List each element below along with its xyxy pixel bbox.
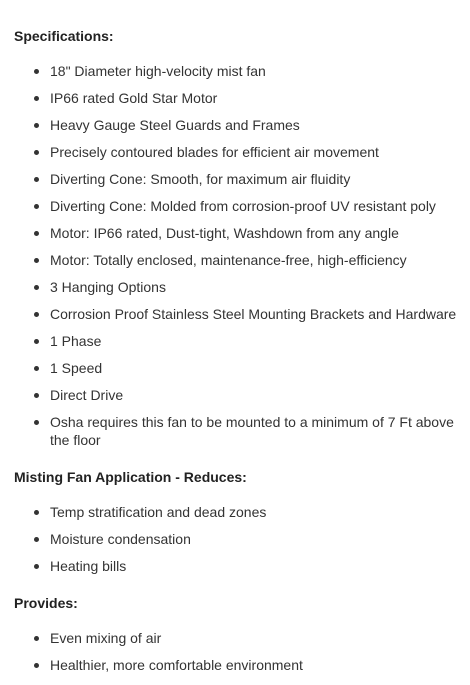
list-item: Motor: Totally enclosed, maintenance-free, high-efficiency — [14, 251, 470, 269]
specifications-list — [14, 62, 470, 449]
list-item: Temp stratification and dead zones — [14, 503, 470, 521]
list-item: Precisely contoured blades for efficient air movement — [14, 143, 470, 161]
list-item: Moisture condensation — [14, 530, 470, 548]
provides-heading: Provides: — [14, 595, 78, 611]
list-item: Heating bills — [14, 557, 470, 575]
list-item: 3 Hanging Options — [14, 278, 470, 296]
list-item: 1 Phase — [14, 332, 470, 350]
provides-list — [14, 629, 470, 674]
specifications-heading: Specifications: — [14, 28, 114, 44]
list-item: Corrosion Proof Stainless Steel Mounting Brackets and Hardware — [14, 305, 470, 323]
list-item: Heavy Gauge Steel Guards and Frames — [14, 116, 470, 134]
list-item: Motor: IP66 rated, Dust-tight, Washdown from any angle — [14, 224, 470, 242]
list-item: Osha requires this fan to be mounted to a minimum of 7 Ft above the floor — [14, 413, 470, 449]
list-item: IP66 rated Gold Star Motor — [14, 89, 470, 107]
list-item: Direct Drive — [14, 386, 470, 404]
application-list — [14, 503, 470, 575]
application-heading: Misting Fan Application - Reduces: — [14, 469, 247, 485]
list-item: Diverting Cone: Smooth, for maximum air fluidity — [14, 170, 470, 188]
list-item: 1 Speed — [14, 359, 470, 377]
list-item: 18" Diameter high-velocity mist fan — [14, 62, 470, 80]
list-item: Healthier, more comfortable environment — [14, 656, 470, 674]
list-item: Diverting Cone: Molded from corrosion-proof UV resistant poly — [14, 197, 470, 215]
list-item: Even mixing of air — [14, 629, 470, 647]
